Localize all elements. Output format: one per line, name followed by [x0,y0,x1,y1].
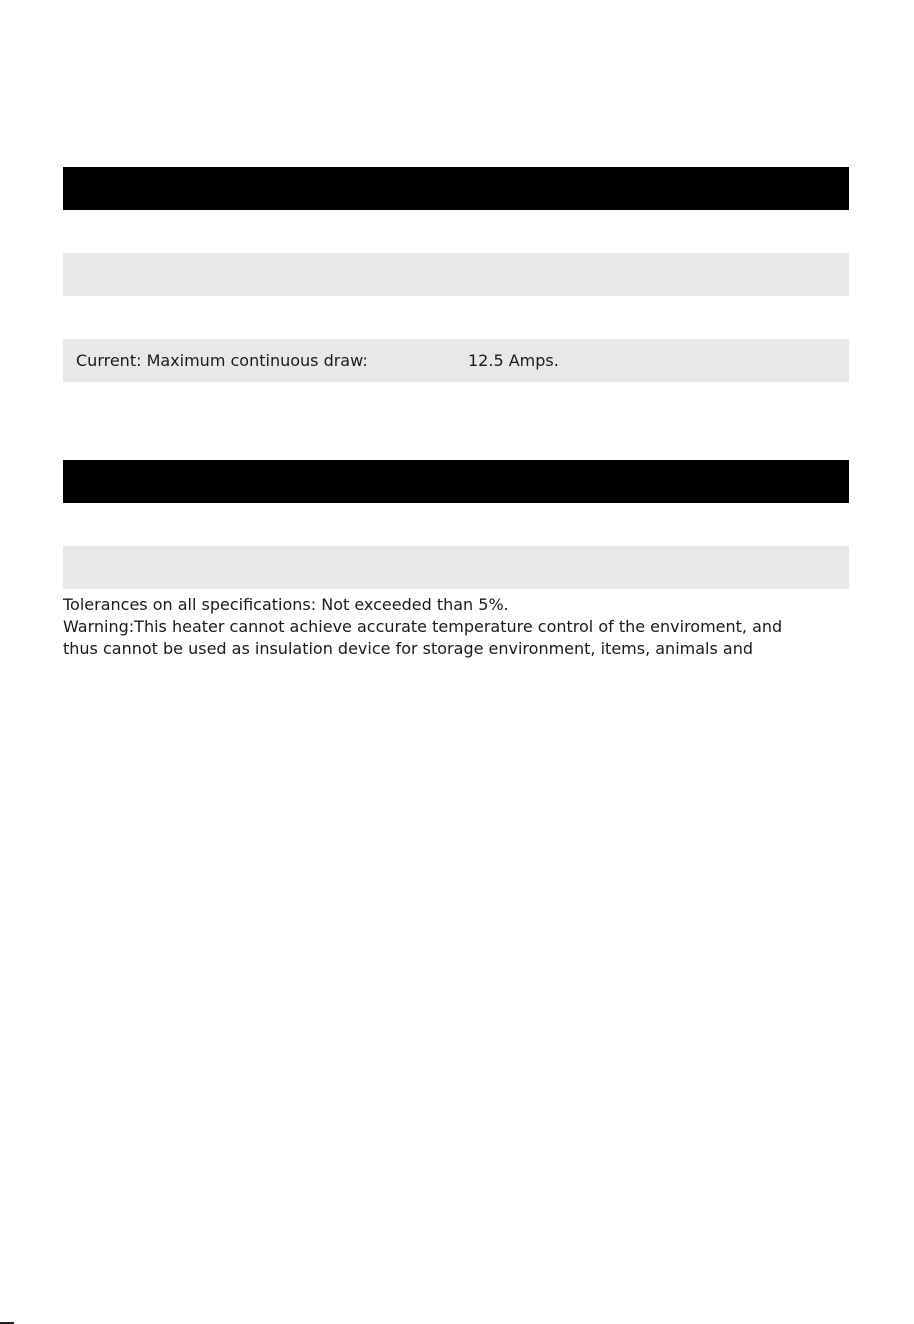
spec-table-2-row-2 [63,546,849,589]
spec-table-1-row-2 [63,253,849,296]
tolerances-note: Tolerances on all specifications: Not exceeded than 5%. [63,595,509,614]
spec-table-2-header [63,460,849,503]
spec-table-2-row-1 [63,503,849,546]
spec-table-1-header [63,167,849,210]
spec-table-1-row-1 [63,210,849,253]
spec-table-1-row-3 [63,296,849,339]
current-draw-label: Current: Maximum continuous draw: [76,351,368,370]
warning-note-line-2: thus cannot be used as insulation device for storage environment, items, animals and [63,639,753,658]
warning-note-line-1: Warning:This heater cannot achieve accurate temperature control of the enviroment, and [63,617,783,636]
spec-table-1-row-current [63,339,849,382]
current-draw-value: 12.5 Amps. [468,351,559,370]
